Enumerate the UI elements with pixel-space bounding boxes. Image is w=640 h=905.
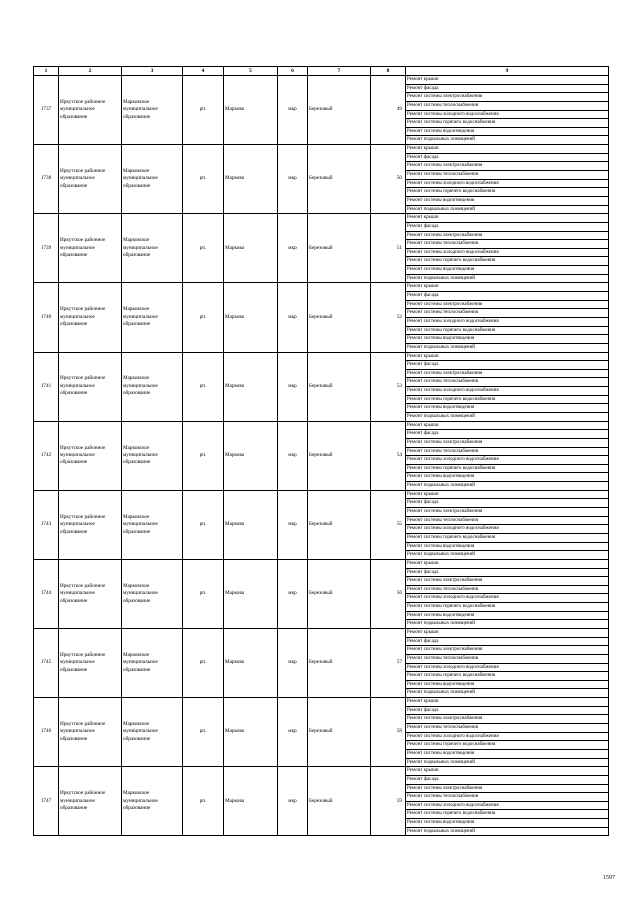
work-item: Ремонт системы электроснабжения	[406, 162, 608, 171]
street-type: мкр	[278, 767, 308, 836]
settlement-name: Маркова	[224, 76, 278, 145]
street-type: мкр	[278, 283, 308, 352]
row-number: 1747	[34, 767, 59, 836]
work-item: Ремонт системы холодного водоснабжения	[406, 733, 608, 742]
header-col-5: 5	[224, 67, 278, 76]
district-name: Иркутское районное муниципальное образование	[59, 283, 122, 352]
work-item: Ремонт системы холодного водоснабжения	[406, 249, 608, 258]
settlement-name: Маркова	[224, 767, 278, 836]
work-item: Ремонт подвальных помещений	[407, 483, 475, 489]
street-name: Березовый	[308, 214, 371, 283]
work-item: Ремонт системы теплоснабжения	[406, 309, 608, 318]
works-list	[406, 421, 609, 490]
municipality-name: Марковское муниципальное образование	[122, 490, 183, 559]
settlement-name: Маркова	[224, 283, 278, 352]
work-item: Ремонт крыши	[406, 353, 608, 362]
work-item: Ремонт системы электроснабжения	[406, 785, 608, 794]
house-number: 55	[371, 490, 406, 559]
work-item: Ремонт системы холодного водоснабжения	[406, 594, 608, 603]
work-item: Ремонт системы электроснабжения	[406, 370, 608, 379]
work-item: Ремонт фасада	[406, 154, 608, 163]
municipality-name: Марковское муниципальное образование	[122, 214, 183, 283]
work-item: Ремонт системы водоотведения	[406, 404, 608, 413]
work-item: Ремонт системы водоотведения	[406, 819, 608, 828]
house-number: 59	[371, 767, 406, 836]
work-item: Ремонт фасада	[406, 499, 608, 508]
row-number: 1739	[34, 214, 59, 283]
work-item: Ремонт системы теплоснабжения	[406, 724, 608, 733]
settlement-type: рп.	[183, 283, 224, 352]
row-number: 1745	[34, 629, 59, 698]
work-item: Ремонт системы теплоснабжения	[406, 655, 608, 664]
work-item: Ремонт системы теплоснабжения	[406, 102, 608, 111]
work-item: Ремонт системы электроснабжения	[406, 93, 608, 102]
row-number: 1746	[34, 698, 59, 767]
municipality-name: Марковское муниципальное образование	[122, 767, 183, 836]
works-list	[406, 629, 609, 698]
street-name: Березовый	[308, 490, 371, 559]
house-number: 52	[371, 283, 406, 352]
table-row	[34, 283, 609, 352]
work-item: Ремонт фасада	[406, 638, 608, 647]
work-item: Ремонт системы холодного водоснабжения	[406, 456, 608, 465]
settlement-type: рп.	[183, 145, 224, 214]
street-name: Березовый	[308, 767, 371, 836]
work-item: Ремонт фасада	[406, 223, 608, 232]
header-col-3: 3	[122, 67, 183, 76]
works-list	[406, 698, 609, 767]
table-row	[34, 214, 609, 283]
work-item: Ремонт системы электроснабжения	[406, 439, 608, 448]
header-col-9: 9	[406, 67, 609, 76]
municipality-name: Марковское муниципальное образование	[122, 698, 183, 767]
work-item: Ремонт системы горячего водоснабжения	[406, 672, 608, 681]
header-col-1: 1	[34, 67, 59, 76]
table-row	[34, 352, 609, 421]
row-number: 1738	[34, 145, 59, 214]
work-item: Ремонт фасада	[406, 707, 608, 716]
settlement-type: рп.	[183, 352, 224, 421]
house-number: 51	[371, 214, 406, 283]
work-item: Ремонт фасада	[406, 361, 608, 370]
row-number: 1737	[34, 76, 59, 145]
street-type: мкр	[278, 629, 308, 698]
settlement-name: Маркова	[224, 145, 278, 214]
work-item: Ремонт системы водоотведения	[406, 473, 608, 482]
work-item: Ремонт системы холодного водоснабжения	[406, 525, 608, 534]
table-row	[34, 698, 609, 767]
work-item: Ремонт крыши	[406, 491, 608, 500]
work-item: Ремонт подвальных помещений	[407, 413, 475, 419]
settlement-type: рп.	[183, 490, 224, 559]
work-item: Ремонт системы теплоснабжения	[406, 793, 608, 802]
settlement-type: рп.	[183, 214, 224, 283]
work-item: Ремонт системы электроснабжения	[406, 508, 608, 517]
street-type: мкр	[278, 76, 308, 145]
municipality-name: Марковское муниципальное образование	[122, 283, 183, 352]
works-list	[406, 559, 609, 628]
settlement-name: Маркова	[224, 490, 278, 559]
work-item: Ремонт фасада	[406, 85, 608, 94]
works-list	[406, 214, 609, 283]
work-item: Ремонт системы горячего водоснабжения	[406, 810, 608, 819]
work-item: Ремонт системы холодного водоснабжения	[406, 318, 608, 327]
district-name: Иркутское районное муниципальное образование	[59, 421, 122, 490]
work-item: Ремонт системы электроснабжения	[406, 577, 608, 586]
house-number: 57	[371, 629, 406, 698]
municipality-name: Марковское муниципальное образование	[122, 145, 183, 214]
work-item: Ремонт крыши	[406, 560, 608, 569]
street-type: мкр	[278, 145, 308, 214]
work-item: Ремонт крыши	[406, 767, 608, 776]
work-item: Ремонт системы водоотведения	[406, 681, 608, 690]
work-item: Ремонт системы электроснабжения	[406, 232, 608, 241]
row-number: 1740	[34, 283, 59, 352]
work-item: Ремонт подвальных помещений	[407, 621, 475, 627]
work-item: Ремонт подвальных помещений	[407, 206, 475, 212]
work-item: Ремонт системы горячего водоснабжения	[406, 465, 608, 474]
table-row	[34, 421, 609, 490]
work-item: Ремонт фасада	[406, 430, 608, 439]
district-name: Иркутское районное муниципальное образование	[59, 145, 122, 214]
work-item: Ремонт крыши	[406, 698, 608, 707]
work-item: Ремонт системы водоотведения	[406, 750, 608, 759]
settlement-name: Маркова	[224, 352, 278, 421]
street-type: мкр	[278, 421, 308, 490]
settlement-name: Маркова	[224, 559, 278, 628]
row-number: 1742	[34, 421, 59, 490]
district-name: Иркутское районное муниципальное образование	[59, 490, 122, 559]
table-row	[34, 629, 609, 698]
work-item: Ремонт системы теплоснабжения	[406, 448, 608, 457]
district-name: Иркутское районное муниципальное образование	[59, 698, 122, 767]
work-item: Ремонт системы холодного водоснабжения	[406, 387, 608, 396]
municipality-name: Марковское муниципальное образование	[122, 559, 183, 628]
street-name: Березовый	[308, 283, 371, 352]
municipality-name: Марковское муниципальное образование	[122, 352, 183, 421]
house-number: 49	[371, 76, 406, 145]
work-item: Ремонт подвальных помещений	[407, 690, 475, 696]
street-type: мкр	[278, 490, 308, 559]
settlement-type: рп.	[183, 76, 224, 145]
district-name: Иркутское районное муниципальное образование	[59, 76, 122, 145]
street-type: мкр	[278, 559, 308, 628]
work-item: Ремонт системы электроснабжения	[406, 715, 608, 724]
repair-program-table	[33, 66, 609, 836]
street-name: Березовый	[308, 421, 371, 490]
work-item: Ремонт подвальных помещений	[407, 828, 475, 834]
settlement-type: рп.	[183, 559, 224, 628]
street-name: Березовый	[308, 559, 371, 628]
house-number: 56	[371, 559, 406, 628]
street-name: Березовый	[308, 629, 371, 698]
works-list	[406, 283, 609, 352]
work-item: Ремонт системы водоотведения	[406, 612, 608, 621]
work-item: Ремонт крыши	[406, 145, 608, 154]
row-number: 1744	[34, 559, 59, 628]
settlement-type: рп.	[183, 421, 224, 490]
house-number: 58	[371, 698, 406, 767]
district-name: Иркутское районное муниципальное образование	[59, 629, 122, 698]
works-list	[406, 352, 609, 421]
work-item: Ремонт системы водоотведения	[406, 266, 608, 275]
street-name: Березовый	[308, 698, 371, 767]
page-number: 1597	[603, 875, 615, 881]
row-number: 1743	[34, 490, 59, 559]
district-name: Иркутское районное муниципальное образование	[59, 767, 122, 836]
works-list	[406, 145, 609, 214]
work-item: Ремонт системы водоотведения	[406, 128, 608, 137]
header-row	[34, 67, 609, 76]
table-row	[34, 76, 609, 145]
table-row	[34, 559, 609, 628]
table-row	[34, 490, 609, 559]
work-item: Ремонт крыши	[406, 283, 608, 292]
work-item: Ремонт системы горячего водоснабжения	[406, 119, 608, 128]
street-name: Березовый	[308, 145, 371, 214]
settlement-name: Маркова	[224, 698, 278, 767]
work-item: Ремонт фасада	[406, 569, 608, 578]
work-item: Ремонт системы горячего водоснабжения	[406, 257, 608, 266]
work-item: Ремонт крыши	[406, 214, 608, 223]
work-item: Ремонт крыши	[406, 76, 608, 85]
work-item: Ремонт системы горячего водоснабжения	[406, 396, 608, 405]
work-item: Ремонт системы водоотведения	[406, 335, 608, 344]
work-item: Ремонт системы электроснабжения	[406, 646, 608, 655]
row-number: 1741	[34, 352, 59, 421]
house-number: 53	[371, 352, 406, 421]
works-list	[406, 76, 609, 145]
work-item: Ремонт подвальных помещений	[407, 552, 475, 558]
work-item: Ремонт подвальных помещений	[407, 275, 475, 281]
settlement-name: Маркова	[224, 214, 278, 283]
work-item: Ремонт фасада	[406, 776, 608, 785]
municipality-name: Марковское муниципальное образование	[122, 421, 183, 490]
street-name: Березовый	[308, 76, 371, 145]
header-col-7: 7	[308, 67, 371, 76]
district-name: Иркутское районное муниципальное образование	[59, 559, 122, 628]
work-item: Ремонт подвальных помещений	[407, 137, 475, 143]
settlement-type: рп.	[183, 767, 224, 836]
work-item: Ремонт крыши	[406, 422, 608, 431]
settlement-name: Маркова	[224, 421, 278, 490]
house-number: 54	[371, 421, 406, 490]
work-item: Ремонт подвальных помещений	[407, 344, 475, 350]
header-col-4: 4	[183, 67, 224, 76]
work-item: Ремонт системы холодного водоснабжения	[406, 664, 608, 673]
work-item: Ремонт системы водоотведения	[406, 197, 608, 206]
house-number: 50	[371, 145, 406, 214]
settlement-type: рп.	[183, 698, 224, 767]
table-body	[34, 76, 609, 836]
municipality-name: Марковское муниципальное образование	[122, 629, 183, 698]
settlement-type: рп.	[183, 629, 224, 698]
work-item: Ремонт системы горячего водоснабжения	[406, 603, 608, 612]
header-col-2: 2	[59, 67, 122, 76]
street-type: мкр	[278, 698, 308, 767]
header-col-6: 6	[278, 67, 308, 76]
work-item: Ремонт системы холодного водоснабжения	[406, 180, 608, 189]
work-item: Ремонт подвальных помещений	[407, 759, 475, 765]
works-list	[406, 490, 609, 559]
header-col-8: 8	[371, 67, 406, 76]
district-name: Иркутское районное муниципальное образование	[59, 214, 122, 283]
work-item: Ремонт системы теплоснабжения	[406, 240, 608, 249]
work-item: Ремонт системы теплоснабжения	[406, 517, 608, 526]
work-item: Ремонт системы теплоснабжения	[406, 378, 608, 387]
work-item: Ремонт системы водоотведения	[406, 543, 608, 552]
work-item: Ремонт системы электроснабжения	[406, 301, 608, 310]
work-item: Ремонт системы холодного водоснабжения	[406, 802, 608, 811]
street-name: Березовый	[308, 352, 371, 421]
work-item: Ремонт фасада	[406, 292, 608, 301]
work-item: Ремонт системы холодного водоснабжения	[406, 111, 608, 120]
settlement-name: Маркова	[224, 629, 278, 698]
work-item: Ремонт системы горячего водоснабжения	[406, 188, 608, 197]
work-item: Ремонт системы теплоснабжения	[406, 586, 608, 595]
table-row	[34, 767, 609, 836]
street-type: мкр	[278, 214, 308, 283]
work-item: Ремонт системы горячего водоснабжения	[406, 534, 608, 543]
works-list	[406, 767, 609, 836]
district-name: Иркутское районное муниципальное образование	[59, 352, 122, 421]
work-item: Ремонт системы горячего водоснабжения	[406, 327, 608, 336]
municipality-name: Марковское муниципальное образование	[122, 76, 183, 145]
work-item: Ремонт системы теплоснабжения	[406, 171, 608, 180]
street-type: мкр	[278, 352, 308, 421]
work-item: Ремонт системы горячего водоснабжения	[406, 741, 608, 750]
table-row	[34, 145, 609, 214]
work-item: Ремонт крыши	[406, 629, 608, 638]
